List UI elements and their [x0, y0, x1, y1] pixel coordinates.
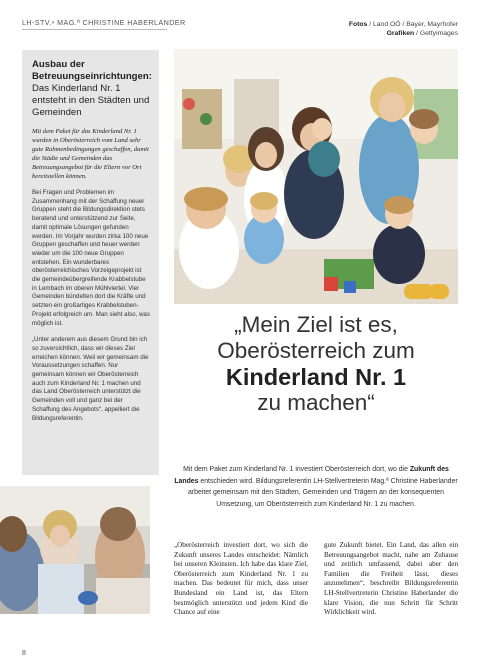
lead-before: Mit dem Paket zum Kinderland Nr. 1 investiert Oberösterreich dort, wo die: [183, 466, 410, 473]
quote-line-4: zu machen“: [257, 390, 375, 415]
body-column-2: gute Zukunft bietet. Ein Land, das allen ein Betreuungsangebot macht, nahe am Zuhause und zeitlich umfassend, dabei aber den Familien die Freiheit lässt, dieses anzunehmen“, beschreibt Bildungsreferentin LH-Stellvertreterin Christine Haberlander die klare Vision, die nun Schritt für Schritt Wirklichkeit wird.: [324, 541, 458, 617]
credit-text-graphics: / Gettyimages: [414, 30, 458, 37]
lead-bold: Zukunft des Landes: [174, 466, 449, 485]
sidebar-paragraph-1: Bei Fragen und Problemen im Zusammenhang mit der Schaffung neuer Gruppen steht die Bildungsdirektion stets beratend und unterstützend zur Seite, damit optimale Lösungen gefunden werden. Im Vorjahr wurden zirka 100 neue Gruppen geschaffen und heuer werden wieder um die 100 neue Gruppen entstehen. Ein wunderbares oberösterreichisches Vorzeigeprojekt ist die gemeindeübergreifende Krabbelstube in Lembach im oberen Mühlviertel. Vier Gemeinden bündelten dort die Kräfte und setzten ein großartiges Krabbelstuben-Projekt erfolgreich um. Man sieht also, was möglich ist.: [32, 189, 150, 327]
section-header: LH-STV.ⁿ MAG.ª CHRISTINE HABERLANDER: [22, 18, 186, 27]
credit-text-photos: / Land OÖ / Bayer, Mayrhofer: [367, 21, 458, 28]
sidebar-title-rest: Das Kinderland Nr. 1 entsteht in den Städten und Gemeinden: [32, 83, 150, 118]
lead-after: entschieden wird. Bildungsreferentin LH-Stellvertreterin Mag.ª Christine Haberlander arbeitet gemeinsam mit den Städten, Gemeinden und Trägern an der konsequenten Umsetzung, um Oberösterreich zum Kinderland Nr. 1 zu machen.: [188, 477, 458, 508]
sidebar-paragraph-2: „Unter anderem aus diesem Grund bin ich so zuversichtlich, dass wir dieses Ziel erreichen können. Weil wir gemeinsam die Voraussetzungen schaffen. Nur gemeinsam können wir Oberösterreich auch zum Kinderland Nr. 1 machen und das Land Oberösterreich unterstützt die Gemeinden voll und ganz bei der Schaffung des Angebots“, appelliert die Bildungsreferentin.: [32, 336, 149, 422]
quote-line-2: Oberösterreich zum: [217, 338, 415, 363]
photo-credits: [349, 20, 458, 38]
sidebar-box: [22, 50, 159, 475]
pull-quote: [174, 312, 458, 416]
credit-label-photos: Fotos: [348, 21, 368, 28]
quote-line-3: Kinderland Nr. 1: [225, 364, 407, 390]
lead-paragraph: [174, 464, 458, 510]
sidebar-intro: Mit dem Paket für das Kinderland Nr. 1 wurden in Oberösterreich vom Land sehr gute Rahmenbedingungen geschaffen, damit die Städte und Gemeinden das Betreuungsangebot für die Eltern vor Ort bereitstellen können.: [32, 128, 149, 180]
group-photo: [174, 49, 458, 304]
classroom-photo: [0, 486, 150, 614]
sidebar-title-bold: Ausbau der Betreuungseinrichtungen:: [32, 59, 152, 82]
body-column-1: „Oberösterreich investiert dort, wo sich die Zukunft unseres Landes entscheidet: Nämlich bei unseren Kleinsten. Ich habe das klare Ziel, Oberösterreich zum Kinderland Nr. 1 zu machen. Das bedeutet für mich, dass unser Bundesland ein Land ist, das Eltern bestmöglich unterstützt und jedem Kind die Chance auf eine: [174, 541, 308, 617]
credit-label-graphics: Grafiken: [386, 30, 415, 37]
header-rule: [22, 29, 167, 30]
page-number: 8: [22, 650, 26, 657]
quote-line-1: „Mein Ziel ist es,: [234, 312, 398, 337]
sidebar-title: [32, 59, 151, 119]
